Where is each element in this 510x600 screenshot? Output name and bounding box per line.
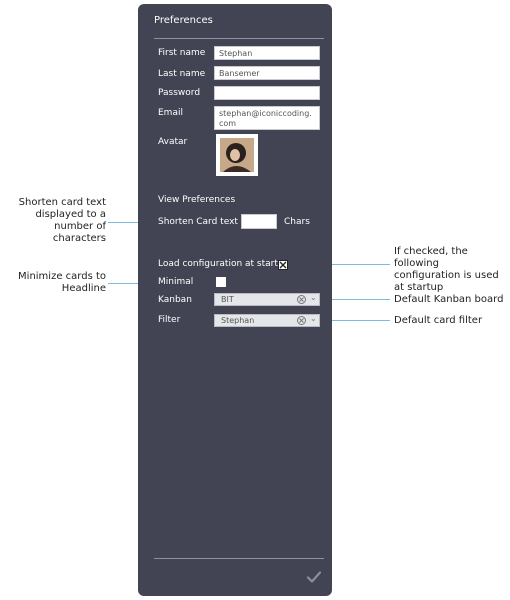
checkmark-icon[interactable] bbox=[307, 568, 321, 587]
annotation-filter: Default card filter bbox=[394, 315, 483, 326]
minimal-label: Minimal bbox=[158, 277, 194, 287]
email-label: Email bbox=[158, 108, 183, 118]
filter-select[interactable] bbox=[214, 314, 320, 327]
annotation-shorten: Shorten card text displayed to a number of characters bbox=[18, 197, 106, 244]
chevron-down-icon[interactable]: ⌄ bbox=[310, 314, 317, 323]
avatar-label: Avatar bbox=[158, 137, 188, 147]
annotation-minimize: Minimize cards to Headline bbox=[18, 271, 106, 294]
panel-title: Preferences bbox=[154, 15, 213, 26]
filter-select-value: Stephan bbox=[221, 316, 255, 325]
avatar-photo bbox=[220, 138, 254, 172]
x-mark-icon bbox=[279, 261, 287, 269]
load-config-label: Load configuration at start bbox=[158, 259, 278, 269]
email-input[interactable]: stephan@iconiccoding.com bbox=[214, 106, 320, 130]
load-config-checkbox[interactable] bbox=[278, 260, 288, 270]
chevron-down-icon[interactable]: ⌄ bbox=[310, 293, 317, 302]
view-preferences-heading: View Preferences bbox=[158, 195, 236, 205]
annotation-kanban: Default Kanban board bbox=[394, 294, 504, 305]
preferences-panel bbox=[138, 4, 332, 596]
password-label: Password bbox=[158, 88, 201, 98]
clear-circle-icon[interactable] bbox=[297, 316, 306, 325]
footer-divider bbox=[154, 558, 324, 559]
kanban-select[interactable] bbox=[214, 293, 320, 306]
password-input[interactable] bbox=[214, 86, 320, 100]
annotation-load-config: If checked, the following configuration is used at startup bbox=[394, 246, 499, 293]
title-divider bbox=[154, 38, 324, 39]
first-name-input[interactable]: Stephan bbox=[214, 46, 320, 60]
minimal-checkbox[interactable] bbox=[216, 277, 226, 287]
clear-circle-icon[interactable] bbox=[297, 295, 306, 304]
kanban-select-value: BIT bbox=[221, 295, 234, 304]
first-name-label: First name bbox=[158, 48, 206, 58]
shorten-card-text-label: Shorten Card text bbox=[158, 217, 238, 227]
last-name-label: Last name bbox=[158, 69, 206, 79]
filter-label: Filter bbox=[158, 315, 181, 325]
shorten-card-text-unit: Chars bbox=[284, 217, 310, 227]
avatar[interactable] bbox=[216, 134, 258, 176]
last-name-input[interactable]: Bansemer bbox=[214, 66, 320, 80]
kanban-label: Kanban bbox=[158, 295, 192, 305]
shorten-card-text-input[interactable] bbox=[241, 214, 277, 229]
